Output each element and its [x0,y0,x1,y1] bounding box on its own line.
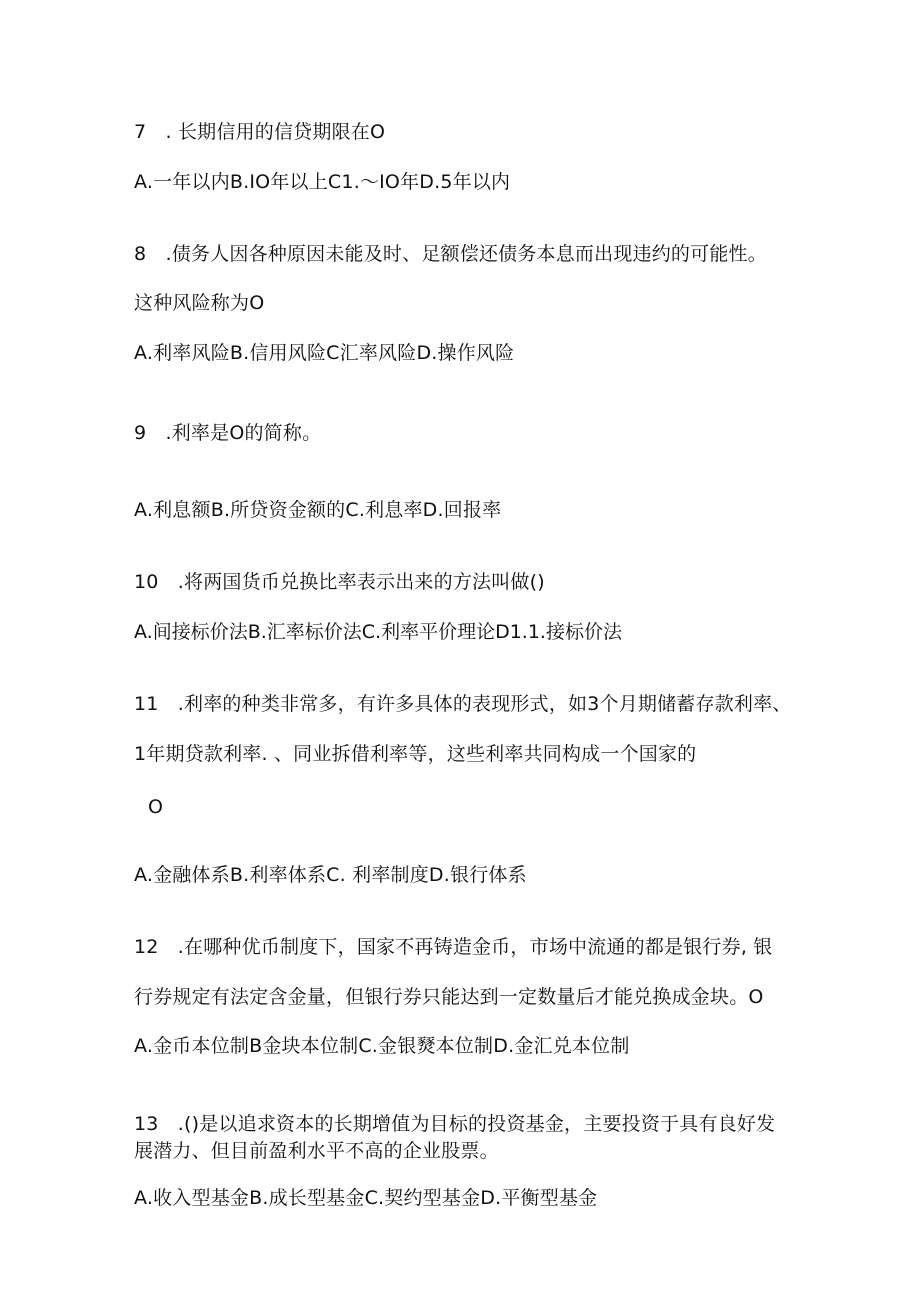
question-13-options: A.收入型基金B.成长型基金C.契约型基金D.平衡型基金 [134,1187,598,1209]
question-13-stem-line-1: 13 .()是以追求资本的长期增值为目标的投资基金，主要投资于具有良好发 [134,1113,776,1135]
question-8-stem-line-2: 这种风险称为O [134,292,265,314]
question-7-stem: 7 . 长期信用的信贷期限在O [134,121,386,143]
question-8-stem-line-1: 8 .债务人因各种原因未能及时、足额偿还债务本息而出现违约的可能性。 [134,243,767,265]
question-12-options: A.金币本位制B金块本位制C.金银燹本位制D.金汇兑本位制 [134,1035,630,1057]
question-10-stem: 10 .将两国货币兑换比率表示出来的方法叫做() [134,571,545,593]
question-11-stem-line-1: 11 .利率的种类非常多，有许多具体的表现形式，如3个月期储蓄存款利率、 [134,693,792,715]
question-9-stem: 9 .利率是O的简称。 [134,422,322,444]
question-8-options: A.利率风险B.信用风险C汇率风险D.操作风险 [134,342,515,364]
question-12-stem-line-2: 行券规定有法定含金量，但银行券只能达到一定数量后才能兑换成金块。O [134,986,764,1008]
question-9-options: A.利息额B.所贷资金额的C.利息率D.回报率 [134,499,502,521]
question-7-options: A.一年以内B.IO年以上C1.～IO年D.5年以内 [134,171,511,193]
question-12-stem-line-1: 12 .在哪种优币制度下，国家不再铸造金币，市场中流通的都是银行券, 银 [134,936,773,958]
question-13-stem-line-2: 展潜力、但目前盈利水平不高的企业股票。 [134,1140,499,1162]
question-11-stem-line-3: O [148,796,164,818]
question-11-options: A.金融体系B.利率体系C. 利率制度D.银行体系 [134,864,527,886]
question-11-stem-line-2: 1年期贷款利率. 、同业拆借利率等，这些利率共同构成一个国家的 [134,743,697,765]
question-10-options: A.间接标价法B.汇率标价法C.利率平价理论D1.1.接标价法 [134,621,622,643]
